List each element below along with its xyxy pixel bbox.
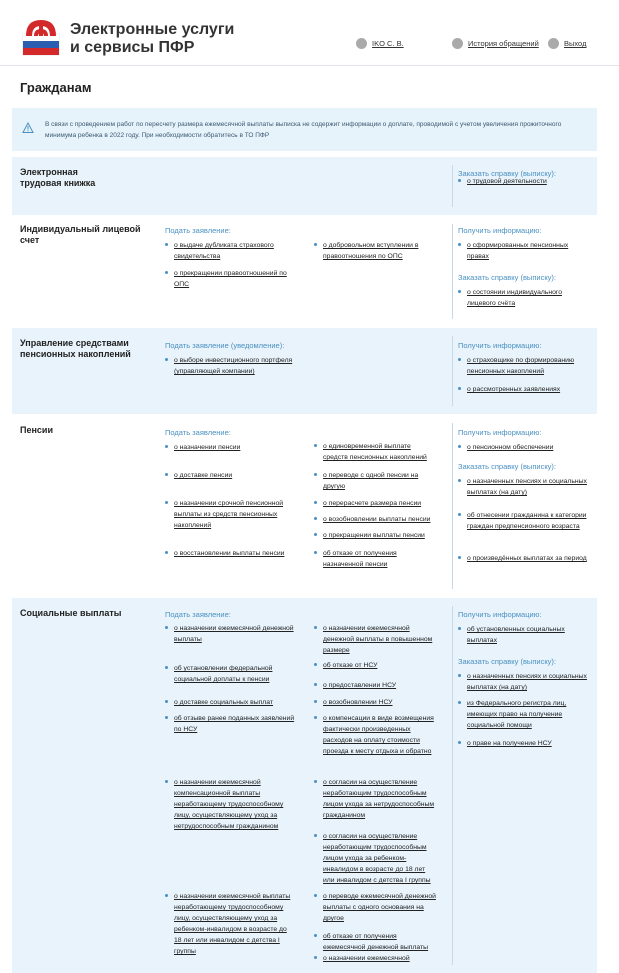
- apply-link[interactable]: [314, 240, 436, 262]
- link-text[interactable]: об установленных социальных выплатах: [467, 626, 565, 644]
- link-text[interactable]: о переводе ежемесячной денежной выплаты с одного основания на другое: [323, 893, 436, 922]
- apply-link[interactable]: [314, 713, 436, 757]
- apply-label: Подать заявление:: [165, 610, 231, 619]
- apply-link[interactable]: [165, 268, 295, 290]
- bullet-icon: [314, 473, 317, 476]
- link-text[interactable]: о возобновлении НСУ: [323, 699, 393, 706]
- link-text[interactable]: о компенсации в виде возмещения фактически произведенных расходов на оплату стоимости проезда к месту отдыха и обратно: [323, 715, 434, 755]
- section-title: Индивидуальный лицевой счет: [20, 224, 141, 245]
- bullet-icon: [458, 674, 461, 677]
- user-icon: [356, 38, 367, 49]
- link-text[interactable]: об отказе от получения назначенной пенсии: [323, 550, 397, 568]
- apply-link[interactable]: [165, 498, 295, 531]
- apply-link[interactable]: [314, 548, 436, 570]
- link-text[interactable]: о рассмотренных заявлениях: [467, 386, 561, 393]
- link-text[interactable]: о предоставлении НСУ: [323, 682, 397, 689]
- bullet-icon: [165, 626, 168, 629]
- link-text[interactable]: о назначении пенсии: [174, 444, 241, 451]
- apply-link[interactable]: [314, 470, 436, 492]
- info-link[interactable]: [458, 384, 588, 395]
- info-link[interactable]: [458, 738, 588, 749]
- bullet-icon: [458, 627, 461, 630]
- bullet-icon: [165, 551, 168, 554]
- apply-link[interactable]: [314, 623, 436, 656]
- bullet-icon: [458, 243, 461, 246]
- info-link[interactable]: [458, 553, 588, 564]
- bullet-icon: [314, 501, 317, 504]
- link-text[interactable]: о пенсионном обеспечении: [467, 444, 554, 451]
- apply-link[interactable]: [165, 355, 295, 377]
- bullet-icon: [458, 513, 461, 516]
- bullet-icon: [165, 445, 168, 448]
- link-text[interactable]: об установлении федеральной социальной доплаты к пенсии: [174, 665, 273, 683]
- page-title: Гражданам: [20, 80, 92, 95]
- info-label: Заказать справку (выписку):: [458, 657, 557, 666]
- link-text[interactable]: о назначении ежемесячной выплаты неработающему трудоспособному лицу, осуществляющему уход за ребенком-инвалидом в возрасте до 18 лет или инвалидом с детства I группы: [174, 893, 291, 955]
- column-divider: [452, 606, 453, 965]
- info-link[interactable]: [458, 698, 588, 731]
- link-text[interactable]: о трудовой деятельности: [467, 178, 547, 185]
- alert-text: В связи с проведением работ по пересчету размера ежемесячной выплаты выписка не содержит информации о доплате, проводимой с учетом увеличения прожиточного минимума ребенка в 2022 году. При необходимости обратитесь в ТО ПФР: [45, 121, 562, 139]
- link-text[interactable]: о назначенных пенсиях и социальных выплатах (на дату): [467, 673, 587, 691]
- section-title: Социальные выплаты: [20, 608, 122, 618]
- brand-line-2: и сервисы ПФР: [70, 39, 195, 56]
- link-text[interactable]: о единовременной выплате средств пенсионных накоплений: [323, 443, 427, 461]
- link-text[interactable]: о прекращении правоотношений по ОПС: [174, 270, 287, 288]
- apply-link[interactable]: [314, 891, 436, 924]
- apply-link[interactable]: [314, 498, 436, 509]
- section-s4: [12, 415, 597, 597]
- link-text[interactable]: о доставке пенсии: [174, 472, 233, 479]
- bullet-icon: [165, 501, 168, 504]
- bullet-icon: [314, 716, 317, 719]
- link-text[interactable]: о согласии на осуществление неработающим трудоспособным лицом ухода за нетрудоспособным гражданином: [323, 779, 435, 819]
- link-text[interactable]: о состоянии индивидуального лицевого счёта: [467, 289, 562, 307]
- info-label: Получить информацию:: [458, 226, 542, 235]
- link-text[interactable]: об отнесении гражданина к категории граждан предпенсионного возраста: [467, 512, 587, 530]
- apply-link[interactable]: [165, 470, 295, 481]
- apply-label: Подать заявление (уведомление):: [165, 341, 285, 350]
- bullet-icon: [314, 780, 317, 783]
- link-text[interactable]: о назначении ежемесячной: [323, 955, 410, 962]
- info-link[interactable]: [458, 476, 588, 498]
- exit-label[interactable]: Выход: [564, 39, 587, 48]
- bullet-icon: [458, 479, 461, 482]
- link-text[interactable]: о согласии на осуществление неработающим трудоспособным лицом ухода за ребенком-инвалидом в возрасте до 18 лет или инвалидом с детства I группы: [323, 833, 431, 884]
- info-link[interactable]: [458, 624, 588, 646]
- info-link[interactable]: [458, 510, 588, 532]
- link-text[interactable]: о сформированных пенсионных правах: [467, 242, 569, 260]
- apply-link[interactable]: [314, 953, 436, 964]
- apply-link[interactable]: [165, 663, 295, 685]
- section-title: Управление средствами пенсионных накоплений: [20, 338, 131, 359]
- bullet-icon: [165, 894, 168, 897]
- link-text[interactable]: об отзыве ранее поданных заявлений по НСУ: [174, 715, 295, 733]
- link-text[interactable]: о произведённых выплатах за период: [467, 555, 587, 562]
- bullet-icon: [165, 243, 168, 246]
- apply-link[interactable]: [314, 680, 436, 691]
- info-link[interactable]: [458, 287, 588, 309]
- bullet-icon: [165, 700, 168, 703]
- info-label: Получить информацию:: [458, 610, 542, 619]
- brand-line-1: Электронные услуги: [70, 21, 235, 38]
- info-label: Заказать справку (выписку):: [458, 169, 557, 178]
- brand-title: [70, 21, 234, 57]
- section-s3: [12, 328, 597, 414]
- apply-link[interactable]: [314, 697, 436, 708]
- apply-label: Подать заявление:: [165, 428, 231, 437]
- link-text[interactable]: о назначении ежемесячной денежной выплаты: [174, 625, 294, 643]
- history-icon: [452, 38, 463, 49]
- bullet-icon: [458, 556, 461, 559]
- bullet-icon: [314, 243, 317, 246]
- bullet-icon: [458, 741, 461, 744]
- bullet-icon: [314, 700, 317, 703]
- bullet-icon: [458, 445, 461, 448]
- warning-icon: [22, 122, 34, 134]
- exit-icon: [548, 38, 559, 49]
- link-text[interactable]: о назначении ежемесячной компенсационной выплаты неработающему трудоспособному лицу, осуществляющему уход за нетрудоспособным гражданином: [174, 779, 284, 830]
- section-title: Электронная трудовая книжка: [20, 167, 96, 188]
- apply-link[interactable]: [165, 891, 295, 957]
- link-text[interactable]: о назначенных пенсиях и социальных выплатах (на дату): [467, 478, 587, 496]
- bullet-icon: [458, 701, 461, 704]
- apply-link[interactable]: [314, 831, 436, 886]
- link-text[interactable]: об отказе от получения ежемесячной денежной выплаты: [323, 933, 429, 951]
- bullet-icon: [458, 179, 461, 182]
- user-menu[interactable]: [356, 38, 404, 49]
- bullet-icon: [165, 358, 168, 361]
- info-link[interactable]: [458, 240, 588, 262]
- link-text[interactable]: об отказе от НСУ: [323, 662, 378, 669]
- link-text[interactable]: о прекращении выплаты пенсии: [323, 532, 425, 539]
- bullet-icon: [165, 473, 168, 476]
- bullet-icon: [314, 894, 317, 897]
- section-title: Пенсии: [20, 425, 53, 435]
- user-name[interactable]: IKO С. В.: [372, 39, 404, 48]
- section-s2: [12, 216, 597, 327]
- link-text[interactable]: о назначении срочной пенсионной выплаты из средств пенсионных накоплений: [174, 500, 284, 529]
- bullet-icon: [314, 663, 317, 666]
- column-divider: [452, 423, 453, 589]
- bullet-icon: [314, 834, 317, 837]
- bullet-icon: [458, 387, 461, 390]
- info-link[interactable]: [458, 442, 588, 453]
- bullet-icon: [165, 780, 168, 783]
- apply-link[interactable]: [165, 548, 295, 559]
- bullet-icon: [314, 626, 317, 629]
- bullet-icon: [314, 956, 317, 959]
- history-link[interactable]: [452, 38, 539, 49]
- apply-link[interactable]: [314, 777, 436, 821]
- column-divider: [452, 336, 453, 406]
- link-text[interactable]: о возобновлении выплаты пенсии: [323, 516, 431, 523]
- info-label: Получить информацию:: [458, 428, 542, 437]
- link-text[interactable]: о назначении ежемесячной денежной выплаты в повышенном размере: [323, 625, 433, 654]
- bullet-icon: [458, 358, 461, 361]
- apply-link[interactable]: [314, 931, 436, 953]
- bullet-icon: [314, 683, 317, 686]
- section-s1: [12, 157, 597, 215]
- link-text[interactable]: из Федерального регистра лиц, имеющих право на получение социальной помощи: [467, 700, 567, 729]
- link-text[interactable]: о перерасчете размера пенсии: [323, 500, 422, 507]
- bullet-icon: [165, 271, 168, 274]
- apply-link[interactable]: [165, 777, 295, 832]
- apply-link[interactable]: [165, 713, 295, 735]
- bullet-icon: [314, 517, 317, 520]
- bullet-icon: [458, 290, 461, 293]
- link-text[interactable]: о выдаче дубликата страхового свидетельства: [174, 242, 274, 260]
- column-divider: [452, 224, 453, 319]
- apply-link[interactable]: [314, 660, 436, 671]
- apply-link[interactable]: [165, 623, 295, 645]
- apply-link[interactable]: [165, 442, 295, 453]
- link-text[interactable]: о восстановлении выплаты пенсии: [174, 550, 285, 557]
- apply-label: Подать заявление:: [165, 226, 231, 235]
- alert-banner: [12, 108, 597, 151]
- link-text[interactable]: о добровольном вступлении в правоотношения по ОПС: [323, 242, 419, 260]
- info-label: Заказать справку (выписку):: [458, 273, 557, 282]
- info-link[interactable]: [458, 355, 588, 377]
- bullet-icon: [314, 533, 317, 536]
- link-text[interactable]: о страховщике по формированию пенсионных накоплений: [467, 357, 575, 375]
- exit-link[interactable]: [548, 38, 586, 49]
- apply-link[interactable]: [165, 697, 295, 708]
- column-divider: [452, 165, 453, 207]
- pfr-logo[interactable]: [20, 16, 62, 58]
- bullet-icon: [314, 551, 317, 554]
- section-s5: [12, 598, 597, 973]
- history-label[interactable]: История обращений: [468, 39, 539, 48]
- bullet-icon: [314, 444, 317, 447]
- link-text[interactable]: о выборе инвестиционного портфеля (управляющей компании): [174, 357, 293, 375]
- apply-link[interactable]: [314, 514, 436, 525]
- info-link[interactable]: [458, 671, 588, 693]
- info-label: Получить информацию:: [458, 341, 542, 350]
- bullet-icon: [165, 716, 168, 719]
- header: [0, 0, 619, 66]
- info-label: Заказать справку (выписку):: [458, 462, 557, 471]
- apply-link[interactable]: [165, 240, 295, 262]
- bullet-icon: [314, 934, 317, 937]
- info-link[interactable]: [458, 176, 588, 187]
- apply-link[interactable]: [314, 441, 436, 463]
- link-text[interactable]: о праве на получение НСУ: [467, 740, 552, 747]
- link-text[interactable]: о доставке социальных выплат: [174, 699, 274, 706]
- bullet-icon: [165, 666, 168, 669]
- link-text[interactable]: о переводе с одной пенсии на другую: [323, 472, 419, 490]
- apply-link[interactable]: [314, 530, 436, 541]
